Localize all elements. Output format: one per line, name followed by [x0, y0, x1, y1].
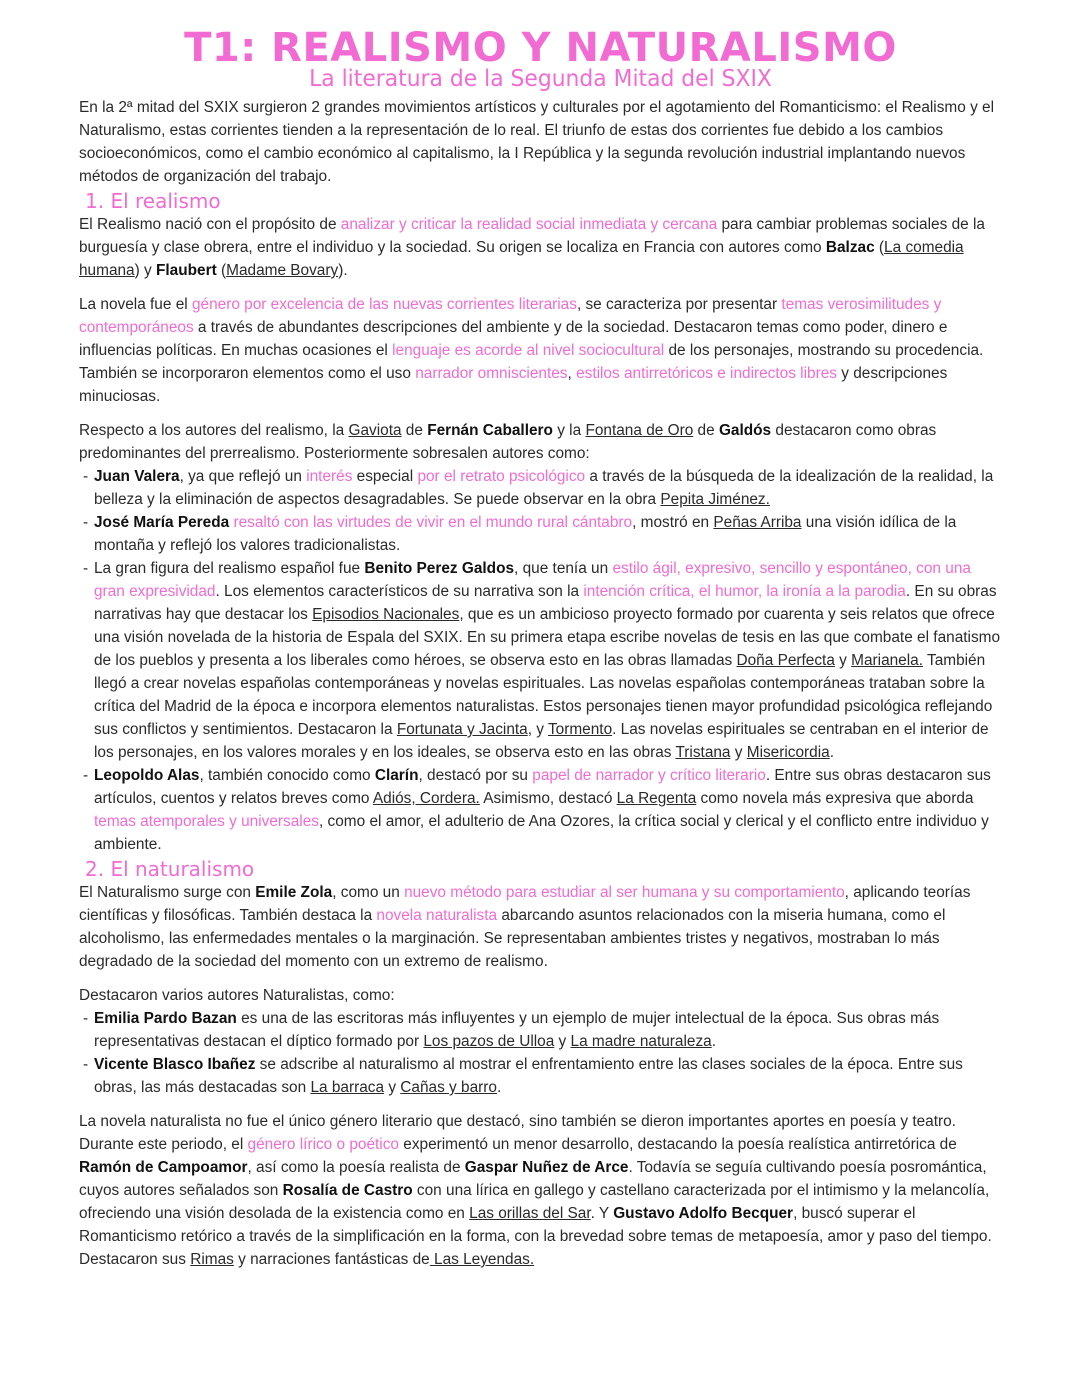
work-title: Misericordia	[746, 744, 830, 761]
highlight: estilo ágil, expresivo, sencillo y espontáneo, con una gran expresividad	[94, 560, 971, 600]
author-name: Galdós	[718, 422, 772, 439]
list-item-emilia-pardo-bazan: - Emilia Pardo Bazan es una de las escritoras más influyentes y un ejemplo de mujer intelectual de la época. Sus obras más representativas destacan el díptico formado por Los pazos de Ulloa y La madre naturaleza.	[81, 1007, 1002, 1053]
list-item-leopoldo-alas: - Leopoldo Alas, también conocido como Clarín, destacó por su papel de narrador y crítico literario. Entre sus obras destacaron sus artículos, cuentos y relatos breves como Adiós, Cordera. Asimismo, destacó La Regenta como novela más expresiva que aborda temas atemporales y universales, como el amor, el adulterio de Ana Ozores, la crítica social y clerical y el conflicto entre individuo y ambiente.	[81, 764, 1002, 856]
work-title: Tormento	[547, 721, 613, 738]
author-name: José María Pereda	[94, 514, 230, 531]
author-name: Emile Zola	[255, 884, 333, 901]
work-title: Las Leyendas.	[429, 1251, 535, 1268]
highlight: por el retrato psicológico	[417, 468, 586, 485]
highlight: resaltó con las virtudes de vivir en el mundo rural cántabro	[233, 514, 633, 531]
work-title: Peñas Arriba	[713, 514, 802, 531]
list-item-vicente-blasco-ibanez: - Vicente Blasco Ibañez se adscribe al naturalismo al mostrar el enfrentamiento entre las clases sociales de la época. Entre sus obras, las más destacadas son La barraca y Cañas y barro.	[81, 1053, 1002, 1099]
work-title: La Regenta	[616, 790, 697, 807]
author-name: Clarín	[374, 767, 419, 784]
work-title: La madre naturaleza	[570, 1033, 712, 1050]
author-name: Balzac	[825, 239, 875, 256]
work-title: Madame Bovary	[226, 262, 339, 279]
naturalismo-author-list	[79, 1007, 1002, 1099]
work-title: Fontana de Oro	[585, 422, 694, 439]
author-name: Flaubert	[156, 262, 217, 279]
realismo-paragraph-3: Respecto a los autores del realismo, la Gaviota de Fernán Caballero y la Fontana de Oro de Galdós destacaron como obras predominantes del prerrealismo. Posteriormente sobresalen autores como:	[79, 422, 937, 462]
work-title: La barraca	[310, 1079, 385, 1096]
section-heading-realismo: 1. El realismo	[85, 189, 221, 213]
author-name: Juan Valera	[94, 468, 180, 485]
author-name: Leopoldo Alas	[94, 767, 200, 784]
work-title: Episodios Nacionales	[312, 606, 460, 623]
section-heading-naturalismo: 2. El naturalismo	[85, 857, 255, 881]
highlight: analizar y criticar la realidad social inmediata y cercana	[340, 216, 718, 233]
highlight: género por excelencia de las nuevas corrientes literarias	[191, 296, 577, 313]
author-name: Emilia Pardo Bazan	[94, 1010, 237, 1027]
work-title: Las orillas del Sar	[469, 1205, 591, 1222]
highlight: estilos antirretóricos e indirectos libres	[576, 365, 837, 382]
intro-paragraph: En la 2ª mitad del SXIX surgieron 2 grandes movimientos artísticos y culturales por el agotamiento del Romanticismo: el Realismo y el Naturalismo, estas corrientes tienden a la representación de lo real. El triunfo de estas dos corrientes fue debido a los cambios socioeconómicos, como el cambio económico al capitalismo, la I República y la segunda revolución industrial implantando nuevos métodos de organización del trabajo.	[79, 99, 995, 185]
work-title: Doña Perfecta	[736, 652, 835, 669]
naturalismo-paragraph-1: El Naturalismo surge con Emile Zola, como un nuevo método para estudiar al ser humana y su comportamiento, aplicando teorías científicas y filosóficas. También destaca la novela naturalista abarcando asuntos relacionados con la miseria humana, como el alcoholismo, las enfermedades mentales o la marginación. Se representaban ambientes tristes y negativos, mostraban lo más degradado de la sociedad del momento con un extremo de realismo.	[79, 884, 971, 970]
work-title: Adiós, Cordera.	[372, 790, 480, 807]
work-title: Pepita Jiménez.	[660, 491, 770, 508]
page-subtitle: La literatura de la Segunda Mitad del SXIX	[309, 66, 772, 92]
work-title: Gaviota	[348, 422, 402, 439]
author-name: Vicente Blasco Ibañez	[94, 1056, 256, 1073]
realismo-paragraph-2: La novela fue el género por excelencia de las nuevas corrientes literarias, se caracteriza por presentar temas verosimilitudes y contemporáneos a través de abundantes descripciones del ambiente y de la sociedad. Destacaron temas como poder, dinero e influencias políticas. En muchas ocasiones el lenguaje es acorde al nivel sociocultural de los personajes, mostrando su procedencia. También se incorporaron elementos como el uso narrador omniscientes, estilos antirretóricos e indirectos libres y descripciones minuciosas.	[79, 296, 984, 405]
work-title: Cañas y barro	[400, 1079, 497, 1096]
highlight: novela naturalista	[376, 907, 498, 924]
highlight: narrador omniscientes	[415, 365, 568, 382]
realismo-author-list	[79, 465, 1002, 856]
author-name: Ramón de Campoamor	[79, 1159, 248, 1176]
highlight: temas verosimilitudes y contemporáneos	[79, 296, 942, 336]
highlight: interés	[306, 468, 353, 485]
highlight: temas atemporales y universales	[94, 813, 319, 830]
page-title: T1: REALISMO Y NATURALISMO	[184, 25, 897, 71]
author-name: Gustavo Adolfo Becquer	[613, 1205, 794, 1222]
author-name: Rosalía de Castro	[282, 1182, 413, 1199]
highlight: papel de narrador y crítico literario	[532, 767, 766, 784]
highlight: nuevo método para estudiar al ser humana y su comportamiento	[404, 884, 845, 901]
highlight: género lírico o poético	[247, 1136, 399, 1153]
work-title: Tristana	[675, 744, 731, 761]
list-item-juan-valera: - Juan Valera, ya que reflejó un interés especial por el retrato psicológico a través de la búsqueda de la idealización de la realidad, la belleza y la eliminación de aspectos desagradables. Se puede observar en la obra Pepita Jiménez.	[81, 465, 1002, 511]
naturalismo-paragraph-3: La novela naturalista no fue el único género literario que destacó, sino también se dieron importantes aportes en poesía y teatro. Durante este periodo, el género lírico o poético experimentó un menor desarrollo, destacando la poesía realística antirretórica de Ramón de Campoamor, así como la poesía realista de Gaspar Nuñez de Arce. Todavía se seguía cultivando poesía posromántica, cuyos autores señalados son Rosalía de Castro con una lírica en gallego y castellano caracterizada por el intimismo y la melancolía, ofreciendo una visión desolada de la existencia como en Las orillas del Sar. Y Gustavo Adolfo Becquer, buscó superar el Romanticismo retórico a través de la simplificación en la forma, con la brevedad sobre temas de metapoesía, amor y paso del tiempo. Destacaron sus Rimas y narraciones fantásticas de Las Leyendas.	[79, 1113, 992, 1268]
highlight: lenguaje es acorde al nivel sociocultural	[392, 342, 665, 359]
author-name: Fernán Caballero	[427, 422, 553, 439]
work-title: Marianela.	[851, 652, 923, 669]
work-title: Rimas	[190, 1251, 234, 1268]
highlight: intención crítica, el humor, la ironía a la parodia	[583, 583, 906, 600]
work-title: Los pazos de Ulloa	[423, 1033, 555, 1050]
author-name: Benito Perez Galdos	[364, 560, 515, 577]
realismo-paragraph-1: El Realismo nació con el propósito de analizar y criticar la realidad social inmediata y cercana para cambiar problemas sociales de la burguesía y clase obrera, entre el individuo y la sociedad. Su origen se localiza en Francia con autores como Balzac (La comedia humana) y Flaubert (Madame Bovary).	[79, 216, 985, 279]
work-title: La comedia humana	[79, 239, 964, 279]
naturalismo-paragraph-2: Destacaron varios autores Naturalistas, como:	[79, 987, 395, 1004]
list-item-jose-maria-pereda: - José María Pereda resaltó con las virtudes de vivir en el mundo rural cántabro, mostró en Peñas Arriba una visión idílica de la montaña y reflejó los valores tradicionalistas.	[81, 511, 1002, 557]
work-title: Fortunata y Jacinta	[396, 721, 528, 738]
list-item-benito-perez-galdos: - La gran figura del realismo español fue Benito Perez Galdos, que tenía un estilo ágil, expresivo, sencillo y espontáneo, con una gran expresividad. Los elementos característicos de su narrativa son la intención crítica, el humor, la ironía a la parodia. En su obras narrativas hay que destacar los Episodios Nacionales, que es un ambicioso proyecto formado por cuarenta y seis relatos que ofrece una visión novelada de la historia de Espala del SXIX. En su primera etapa escribe novelas de tesis en las que combate el fanatismo de los pueblos y presenta a los liberales como héroes, se observa esto en las obras llamadas Doña Perfecta y Marianela. También llegó a crear novelas españolas contemporáneas y novelas espirituales. Las novelas españolas contemporáneas trataban sobre la crítica del Madrid de la época e incorpora elementos naturalistas. Estos personajes tienen mayor profundidad psicológica reflejando sus conflictos y sentimientos. Destacaron la Fortunata y Jacinta, y Tormento. Las novelas espirituales se centraban en el interior de los personajes, en los valores morales y en los ideales, se observa esto en las obras Tristana y Misericordia.	[81, 557, 1002, 764]
author-name: Gaspar Nuñez de Arce	[464, 1159, 629, 1176]
